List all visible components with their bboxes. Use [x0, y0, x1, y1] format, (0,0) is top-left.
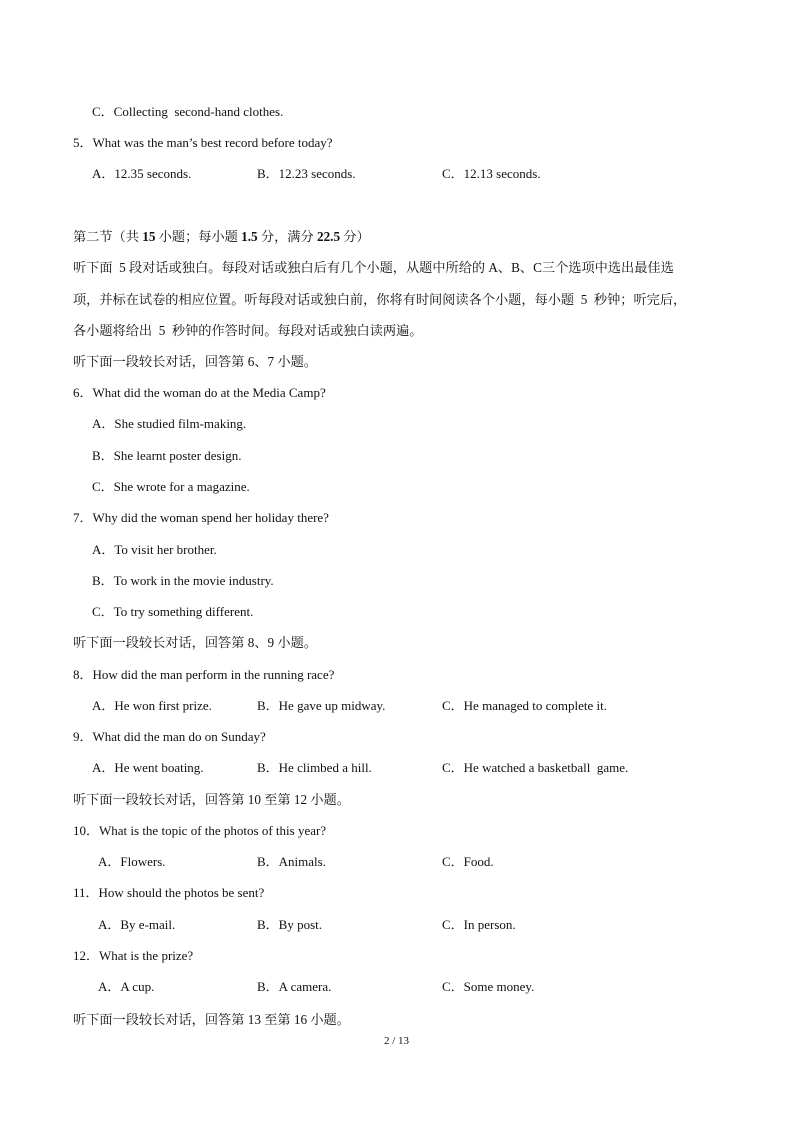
q6-option-b: B．She learnt poster design. [92, 448, 242, 463]
q6-option-c: C．She wrote for a magazine. [92, 479, 250, 494]
q5-question: 5．What was the man’s best record before today? [73, 135, 333, 150]
q4-option-c: C．Collecting second-hand clothes. [92, 104, 284, 119]
q8-option-c: C．He managed to complete it. [442, 698, 607, 713]
q8-option-a: A．He won first prize. [92, 698, 212, 713]
q7-option-a: A．To visit her brother. [92, 542, 217, 557]
q11-question: 11．How should the photos be sent? [73, 885, 265, 900]
q12-option-c: C．Some money. [442, 979, 535, 994]
group-10-12-instruction: 听下面一段较长对话，回答第 10 至第 12 小题。 [73, 792, 350, 807]
q10-option-b: B．Animals. [257, 854, 326, 869]
q6-question: 6．What did the woman do at the Media Camp? [73, 385, 326, 400]
page-number: 2 / 13 [383, 1035, 410, 1047]
q7-question: 7．Why did the woman spend her holiday there? [73, 510, 329, 525]
group-6-7-instruction: 听下面一段较长对话，回答第 6、7 小题。 [73, 354, 317, 369]
q12-question: 12．What is the prize? [73, 948, 194, 963]
q5-option-b: B．12.23 seconds. [257, 166, 356, 181]
q5-option-a: A．12.35 seconds. [92, 166, 192, 181]
section2-instruction-line-2: 项，并标在试卷的相应位置。听每段对话或独白前，你将有时间阅读各个小题，每小题 5 秒钟；听完后， [73, 292, 687, 307]
group-8-9-instruction: 听下面一段较长对话，回答第 8、9 小题。 [73, 635, 317, 650]
q12-option-a: A．A cup. [98, 979, 155, 994]
q10-option-c: C．Food. [442, 854, 494, 869]
q8-option-b: B．He gave up midway. [257, 698, 386, 713]
section2-instruction-line-3: 各小题将给出 5 秒钟的作答时间。每段对话或独白读两遍。 [73, 323, 423, 338]
q9-question: 9．What did the man do on Sunday? [73, 729, 266, 744]
q11-option-a: A．By e-mail. [98, 917, 176, 932]
q10-question: 10．What is the topic of the photos of this year? [73, 823, 327, 838]
group-13-16-instruction: 听下面一段较长对话，回答第 13 至第 16 小题。 [73, 1012, 350, 1027]
q11-option-c: C．In person. [442, 917, 516, 932]
q11-option-b: B．By post. [257, 917, 323, 932]
q6-option-a: A．She studied film-making. [92, 416, 247, 431]
q9-option-a: A．He went boating. [92, 760, 204, 775]
q7-option-b: B．To work in the movie industry. [92, 573, 274, 588]
q5-option-c: C．12.13 seconds. [442, 166, 541, 181]
q9-option-c: C．He watched a basketball game. [442, 760, 629, 775]
q9-option-b: B．He climbed a hill. [257, 760, 372, 775]
q7-option-c: C．To try something different. [92, 604, 254, 619]
q12-option-b: B．A camera. [257, 979, 332, 994]
q8-question: 8．How did the man perform in the running race? [73, 667, 335, 682]
section2-instruction-line-1: 听下面 5 段对话或独白。每段对话或独白后有几个小题，从题中所给的 A、B、C三个选项中选出最佳选 [73, 260, 674, 275]
q10-option-a: A．Flowers. [98, 854, 166, 869]
section2-heading: 第二节（共 15 小题；每小题 1.5 分，满分 22.5 分） [73, 229, 370, 244]
